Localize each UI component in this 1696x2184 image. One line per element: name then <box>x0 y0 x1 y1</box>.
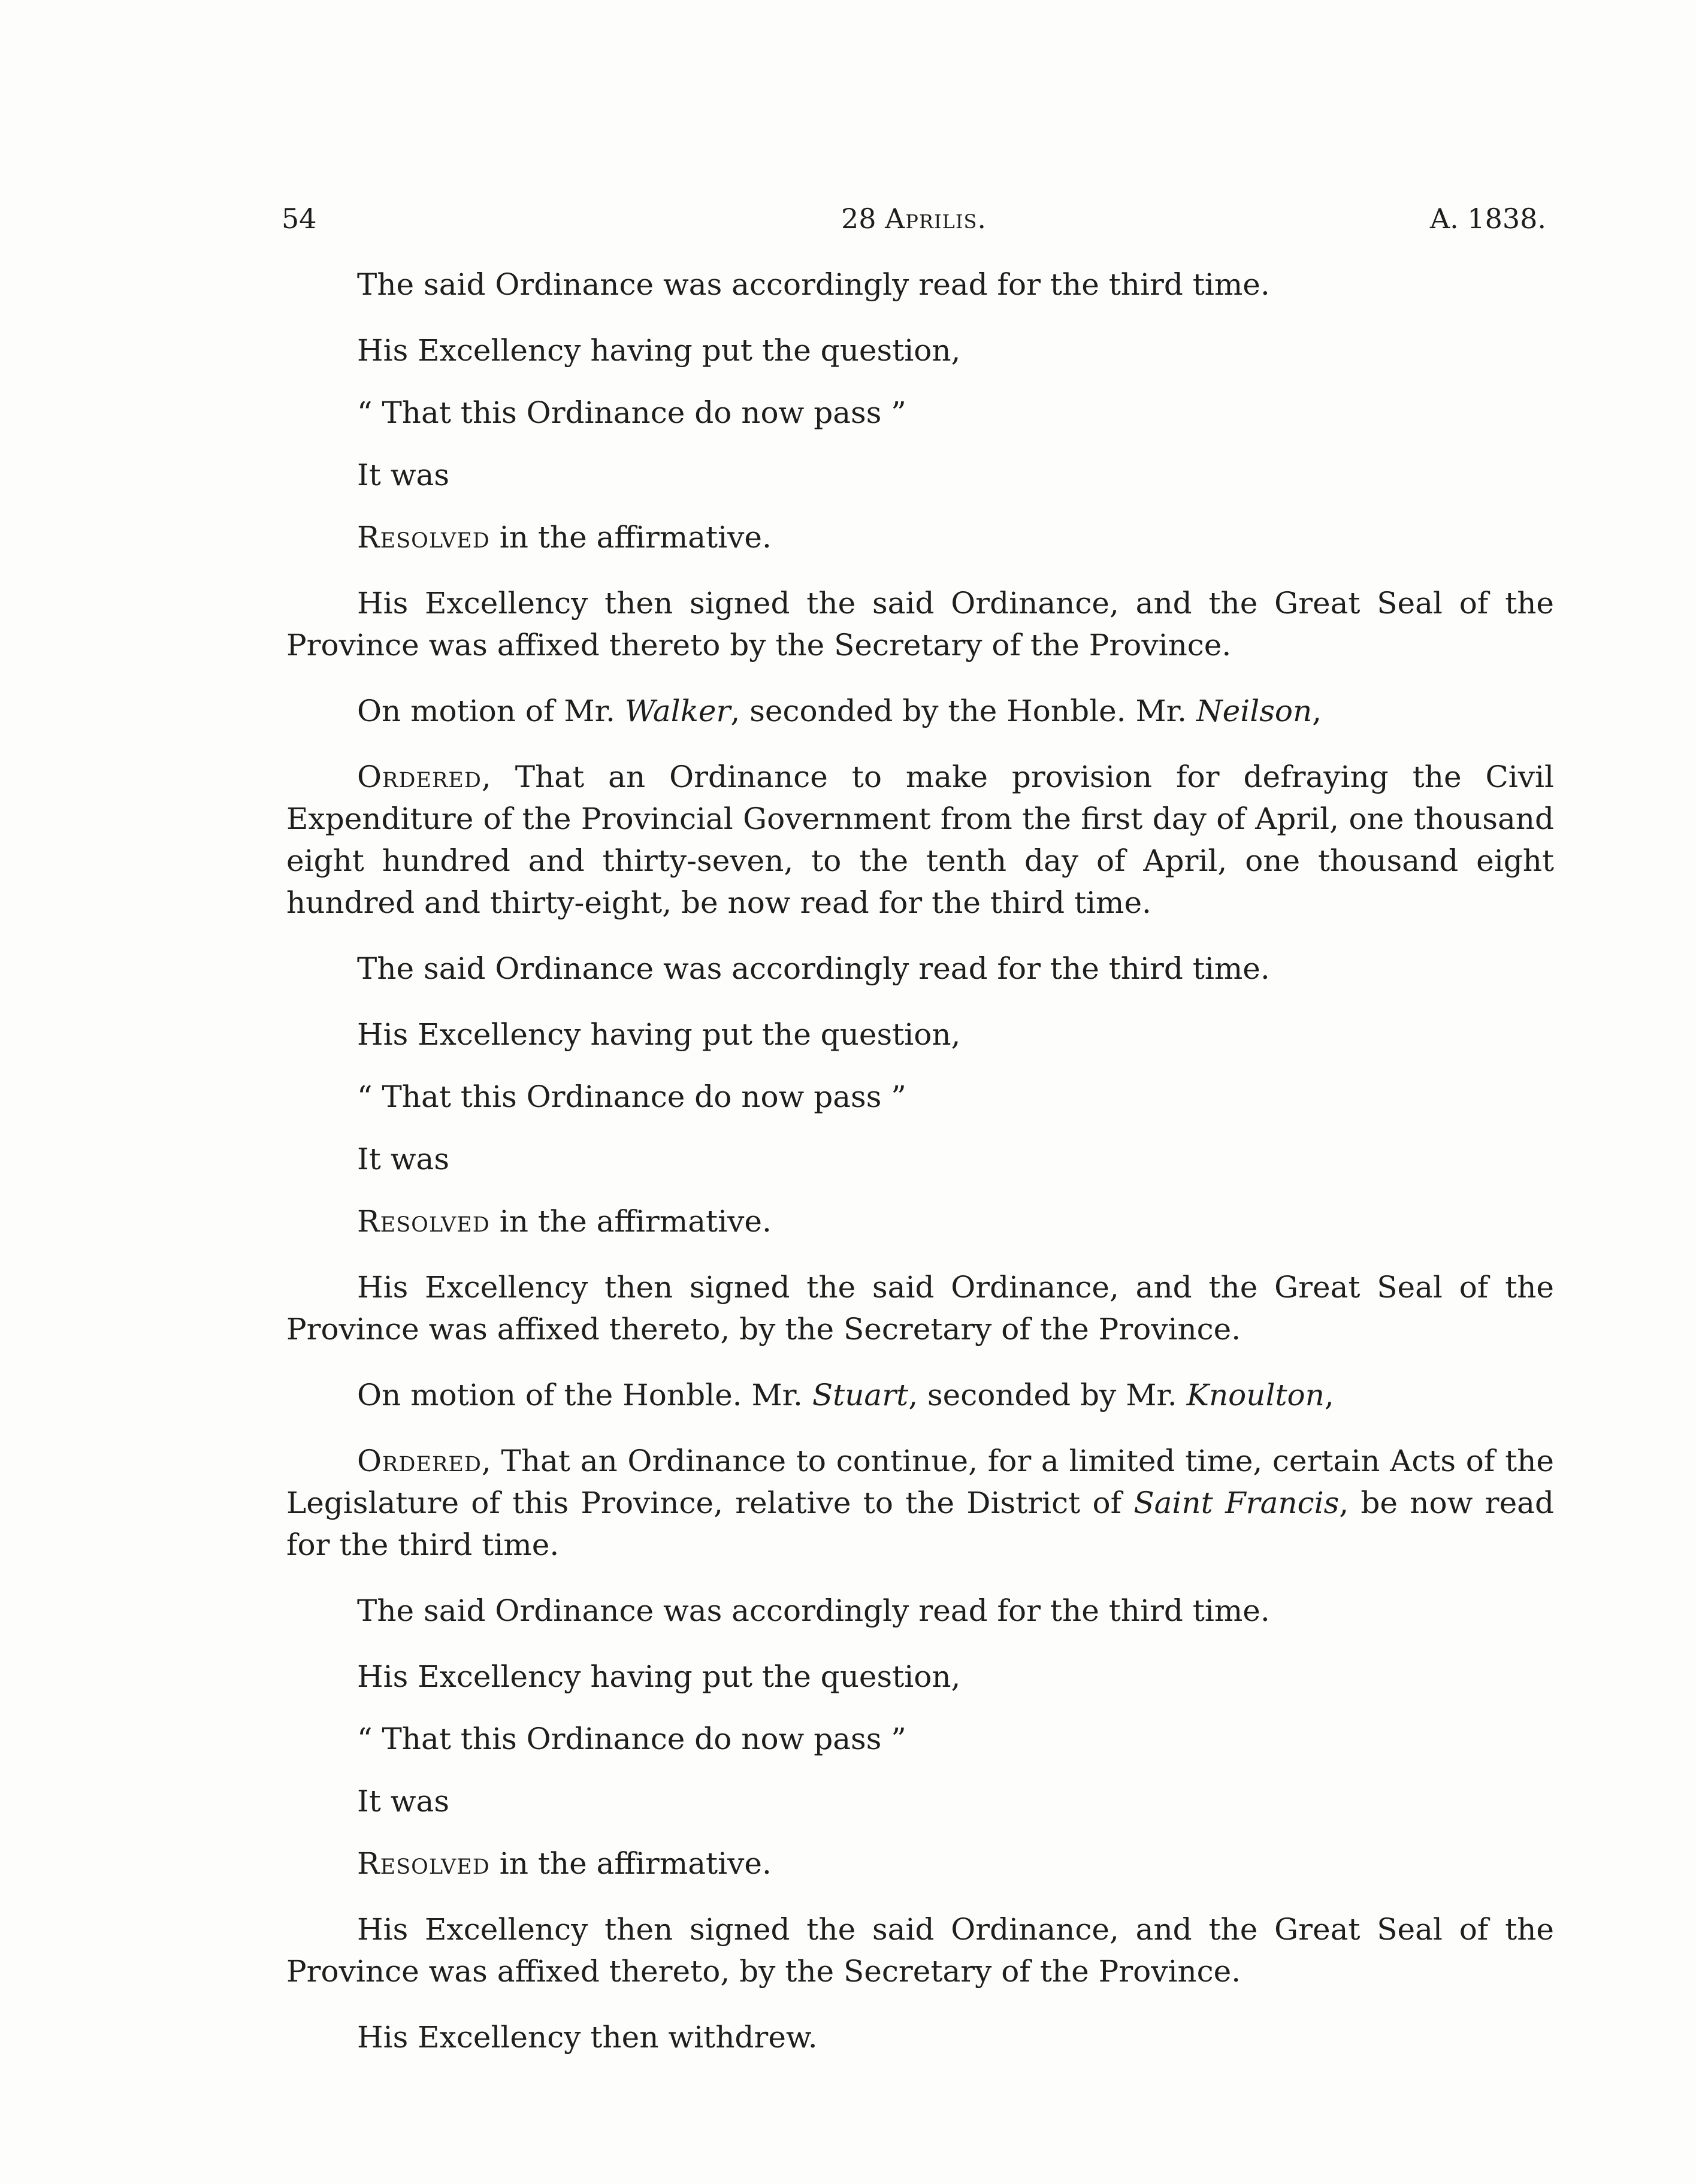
header-month: Aprilis. <box>885 202 987 235</box>
paragraph <box>286 516 1554 558</box>
paragraph: His Excellency having put the question, <box>357 333 961 368</box>
member-name: Walker <box>624 694 731 728</box>
member-name: Neilson <box>1196 694 1313 728</box>
paragraph: It was <box>357 1142 450 1176</box>
paragraph-text: , That an Ordinance to continue, for a limited time, certain Acts of the Legislature of this Province, relative to the District of <box>286 1444 1554 1520</box>
paragraph <box>286 756 1554 924</box>
paragraph: It was <box>357 1784 450 1819</box>
ordered-label: Ordered <box>357 1444 482 1478</box>
paragraph-text: in the affirmative. <box>489 1204 772 1239</box>
paragraph: The said Ordinance was accordingly read for the third time. <box>357 1593 1270 1628</box>
header-day: 28 <box>841 202 876 235</box>
resolved-label: Resolved <box>357 1204 490 1239</box>
paragraph-text: On motion of Mr. <box>357 694 625 728</box>
paragraph: His Excellency then signed the said Ordinance, and the Great Seal of the Province was affixed thereto, by the Secretary of the Province. <box>286 1912 1554 1989</box>
member-name: Stuart <box>812 1378 909 1412</box>
paragraph: The said Ordinance was accordingly read for the third time. <box>357 267 1270 302</box>
paragraph: His Excellency then signed the said Ordinance, and the Great Seal of the Province was affixed thereto, by the Secretary of the Province. <box>286 1270 1554 1347</box>
paragraph-text: , seconded by the Honble. Mr. <box>730 694 1196 728</box>
paragraph: His Excellency then withdrew. <box>357 2020 818 2055</box>
running-header <box>282 202 1546 244</box>
header-year: A. 1838. <box>1429 202 1546 235</box>
paragraph: “ That this Ordinance do now pass ” <box>357 395 906 430</box>
paragraph-text: On motion of the Honble. Mr. <box>357 1378 812 1412</box>
place-name: Saint Francis <box>1133 1486 1340 1520</box>
paragraph-text: , <box>1312 694 1322 728</box>
paragraph <box>286 1374 1554 1416</box>
body-text <box>286 264 1554 2082</box>
paragraph <box>286 1200 1554 1242</box>
paragraph <box>286 690 1554 732</box>
paragraph <box>286 1843 1554 1884</box>
paragraph-text: in the affirmative. <box>489 520 772 555</box>
paragraph: It was <box>357 458 450 492</box>
paragraph: “ That this Ordinance do now pass ” <box>357 1722 906 1756</box>
header-date <box>282 202 1546 235</box>
paragraph: His Excellency having put the question, <box>357 1659 961 1694</box>
paragraph <box>286 1440 1554 1566</box>
paragraph-text: in the affirmative. <box>489 1846 772 1881</box>
paragraph-text: , seconded by Mr. <box>908 1378 1187 1412</box>
paragraph-text: , be now read for the third time. <box>286 1486 1554 1562</box>
resolved-label: Resolved <box>357 1846 490 1881</box>
paragraph: The said Ordinance was accordingly read for the third time. <box>357 951 1270 986</box>
member-name: Knoulton <box>1186 1378 1325 1412</box>
paragraph: His Excellency then signed the said Ordinance, and the Great Seal of the Province was affixed thereto by the Secretary of the Province. <box>286 586 1554 663</box>
ordered-label: Ordered <box>357 760 482 794</box>
paragraph: His Excellency having put the question, <box>357 1017 961 1052</box>
paragraph: “ That this Ordinance do now pass ” <box>357 1079 906 1114</box>
paragraph-text: , That an Ordinance to make provision for defraying the Civil Expenditure of the Provincial Government from the first day of April, one thousand eight hundred and thirty-seven, to the tenth day of April, one thousand eight hundred and thirty-eight, be now read for the third time. <box>286 760 1554 920</box>
resolved-label: Resolved <box>357 520 490 555</box>
page-number: 54 <box>282 202 317 235</box>
paragraph-text: , <box>1324 1378 1334 1412</box>
